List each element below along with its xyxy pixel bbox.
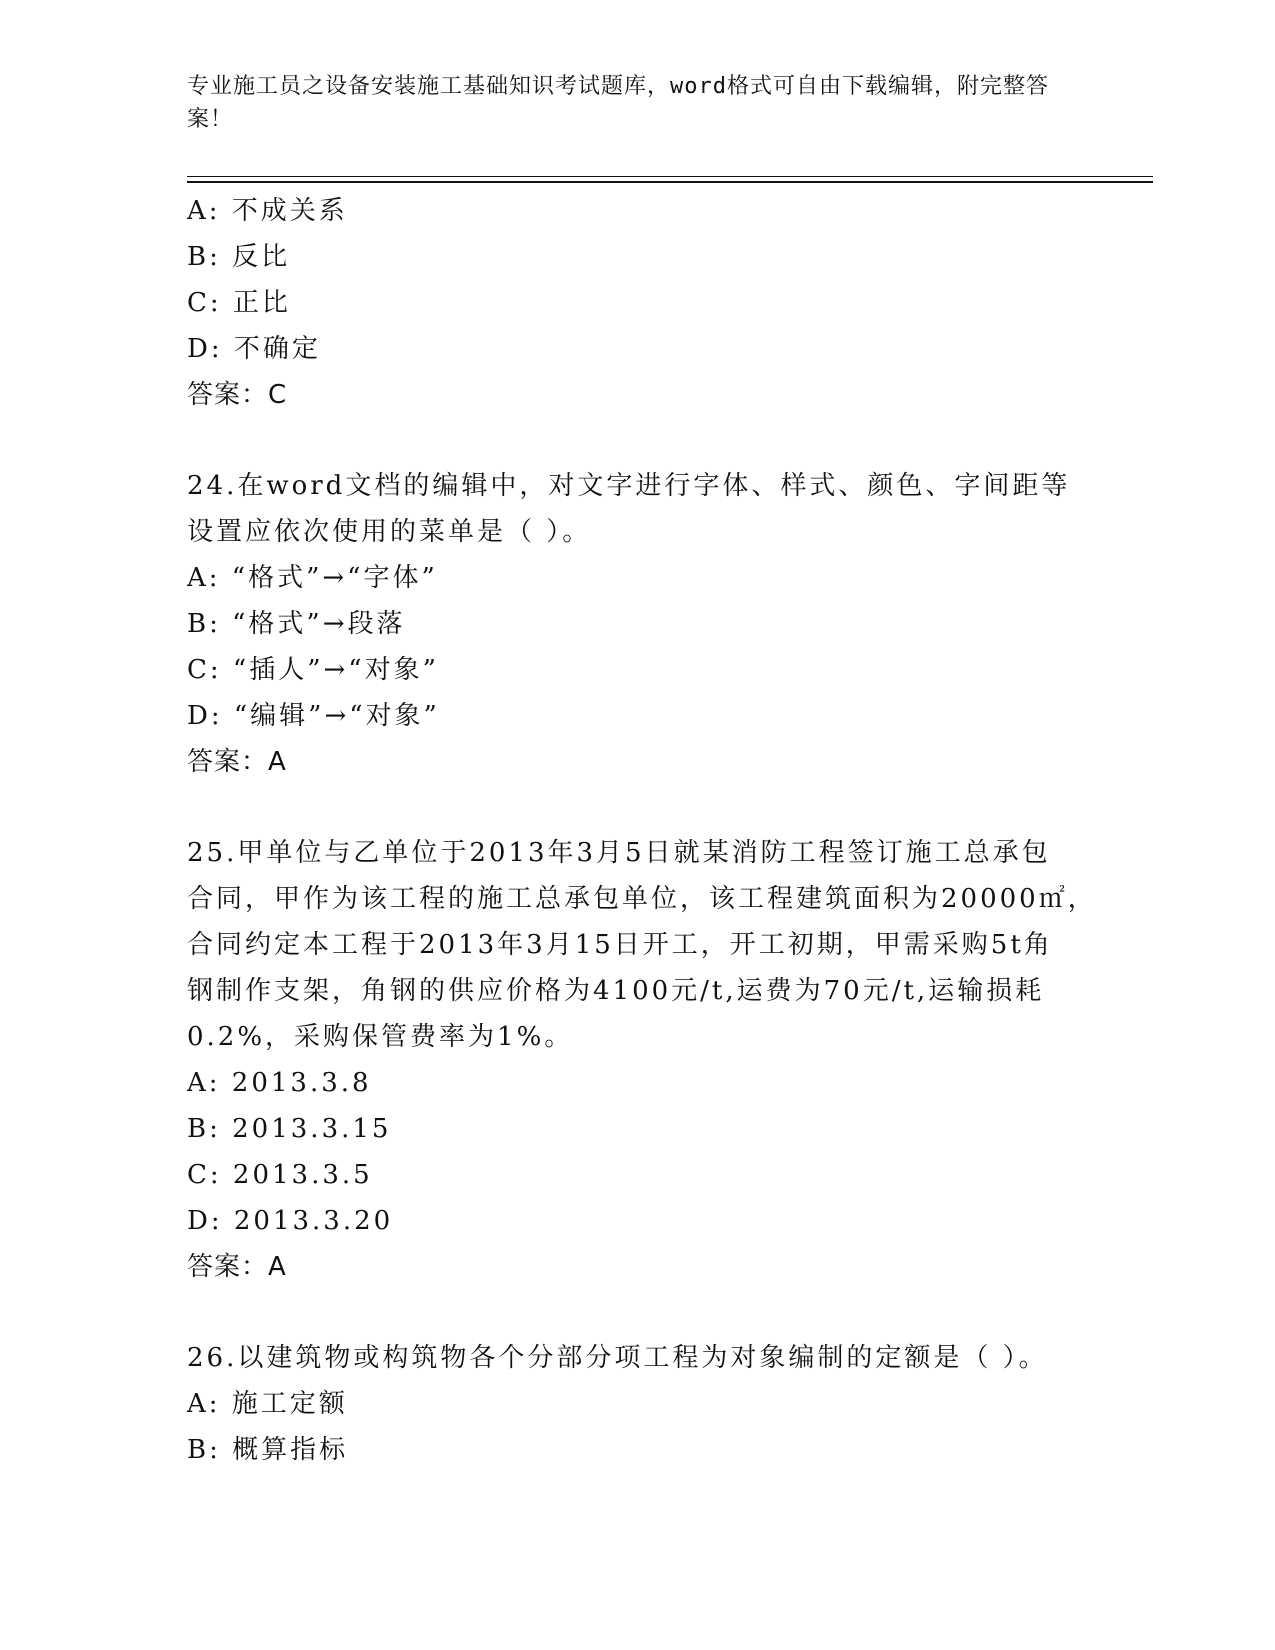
option-b: B: “格式”→段落 <box>187 609 406 639</box>
stem-line: 设置应依次使用的菜单是（ ）。 <box>187 517 592 547</box>
stem-line: 24.在word文档的编辑中，对文字进行字体、样式、颜色、字间距等 <box>187 471 1071 501</box>
option-b: B: 反比 <box>187 242 291 272</box>
stem-line: 26.以建筑物或构筑物各个分部分项工程为对象编制的定额是（ ）。 <box>187 1343 1048 1373</box>
option-c: C: 2013.3.5 <box>187 1160 373 1190</box>
option-a: A: 施工定额 <box>187 1389 348 1419</box>
question-stem <box>187 1335 1087 1381</box>
stem-line: 0.2%，采购保管费率为1%。 <box>187 1022 574 1052</box>
question-25 <box>187 830 1097 1290</box>
option-d: D: “编辑”→“对象” <box>187 701 440 731</box>
question-options-prev <box>187 188 1087 372</box>
option-d: D: 2013.3.20 <box>187 1206 394 1236</box>
stem-line: 合同，甲作为该工程的施工总承包单位，该工程建筑面积为20000㎡， <box>187 884 1097 914</box>
question-24 <box>187 463 1087 785</box>
header-divider-line <box>187 176 1153 177</box>
option-d: D: 不确定 <box>187 334 321 364</box>
question-gap <box>187 418 1087 463</box>
question-stem <box>187 830 1097 1060</box>
option-b: B: 2013.3.15 <box>187 1114 392 1144</box>
question-gap <box>187 1290 1087 1335</box>
answer-line: 答案：A <box>187 1252 287 1282</box>
option-b: B: 概算指标 <box>187 1435 349 1465</box>
document-header: 专业施工员之设备安装施工基础知识考试题库，word格式可自由下载编辑，附完整答案！ <box>187 74 1049 132</box>
question-stem <box>187 463 1087 555</box>
stem-line: 25.甲单位与乙单位于2013年3月5日就某消防工程签订施工总承包 <box>187 838 1051 868</box>
question-gap <box>187 785 1087 830</box>
answer-line: 答案：A <box>187 747 287 777</box>
option-a: A: “格式”→“字体” <box>187 563 438 593</box>
document-body <box>187 188 1097 1473</box>
option-c: C: 正比 <box>187 288 291 318</box>
question-26 <box>187 1335 1087 1473</box>
option-a: A: 2013.3.8 <box>187 1068 372 1098</box>
stem-line: 钢制作支架，角钢的供应价格为4100元/t,运费为70元/t,运输损耗 <box>187 976 1045 1006</box>
option-a: A: 不成关系 <box>187 196 348 226</box>
option-c: C: “插人”→“对象” <box>187 655 439 685</box>
answer-line: 答案：C <box>187 380 288 410</box>
stem-line: 合同约定本工程于2013年3月15日开工，开工初期，甲需采购5t角 <box>187 930 1053 960</box>
header-divider-line-thick <box>187 181 1153 183</box>
